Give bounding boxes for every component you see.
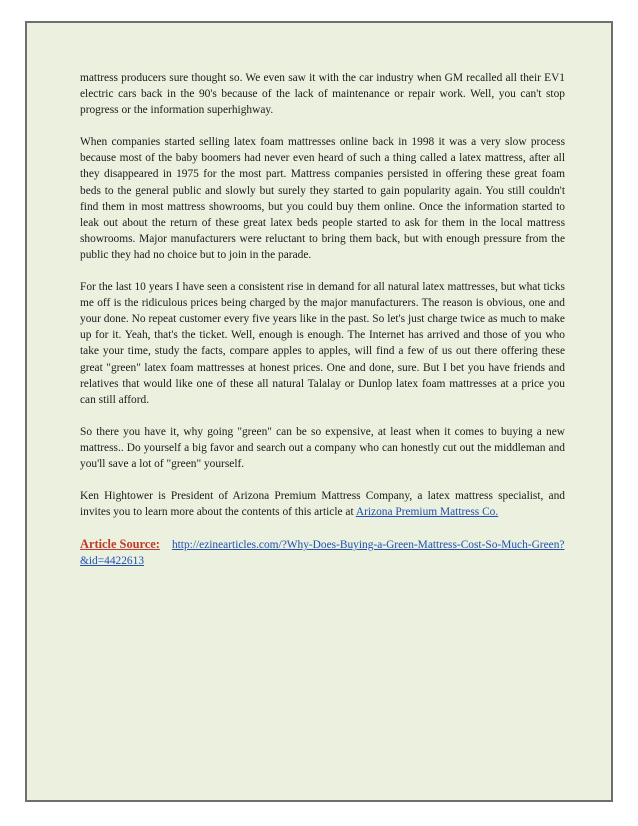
paragraph-4: So there you have it, why going "green" can be so expensive, at least when it comes to buying a new mattress.. Do yourself a big favor and search out a company who can honestly cut out the middleman and you'll save a lot of "green" yourself.	[80, 425, 565, 470]
author-bio-text: Ken Hightower is President of Arizona Premium Mattress Company, a latex mattress specialist, and invites you to learn more about the contents of this article at	[80, 490, 565, 519]
paragraph-3: For the last 10 years I have seen a consistent rise in demand for all natural latex mattresses, but what ticks me off is the ridiculous prices being charged by the major manufacturers. The reason is obvious, one and your done. No repeat customer every five years like in the past. So let's just charge twice as much to make up for it. Yeah, that's the ticket. Well, enough is enough. The Internet has arrived and those of you who take your time, study the facts, compare apples to apples, will find a few of us out there offering these great "green" latex foam mattresses at honest prices. One and done, sure. But I bet you have friends and relatives that would like one of these all natural Talalay or Dunlop latex foam mattresses at a price you can still afford.	[80, 281, 565, 406]
document-page	[25, 21, 613, 802]
article-body	[80, 70, 565, 585]
author-site-link[interactable]: Arizona Premium Mattress Co.	[355, 506, 499, 519]
article-source-link[interactable]: http://ezinearticles.com/?Why-Does-Buying-a-Green-Mattress-Cost-So-Much-Green?&id=4422613	[80, 539, 565, 568]
author-bio	[80, 488, 565, 520]
article-source	[80, 536, 565, 569]
paragraph-2: When companies started selling latex foam mattresses online back in 1998 it was a very slow process because most of the baby boomers had never even heard of such a thing called a latex mattress, after all they disappeared in 1975 for the most part. Mattress companies persisted in offering these great foam beds to the general public and slowly but surely they started to gain popularity again. You still couldn't find them in most mattress showrooms, but you could buy them online. Once the information started to leak out about the return of these great latex beds people started to ask for them in the local mattress showrooms. Major manufacturers were reluctant to bring them back, but with enough pressure from the public they had no choice but to join in the parade.	[80, 136, 565, 261]
article-source-label: Article Source:	[80, 537, 160, 552]
paragraph-1: mattress producers sure thought so. We even saw it with the car industry when GM recalled all their EV1 electric cars back in the 90's because of the lack of maintenance or repair work. Well, you can't stop progress or the information superhighway.	[80, 72, 565, 117]
